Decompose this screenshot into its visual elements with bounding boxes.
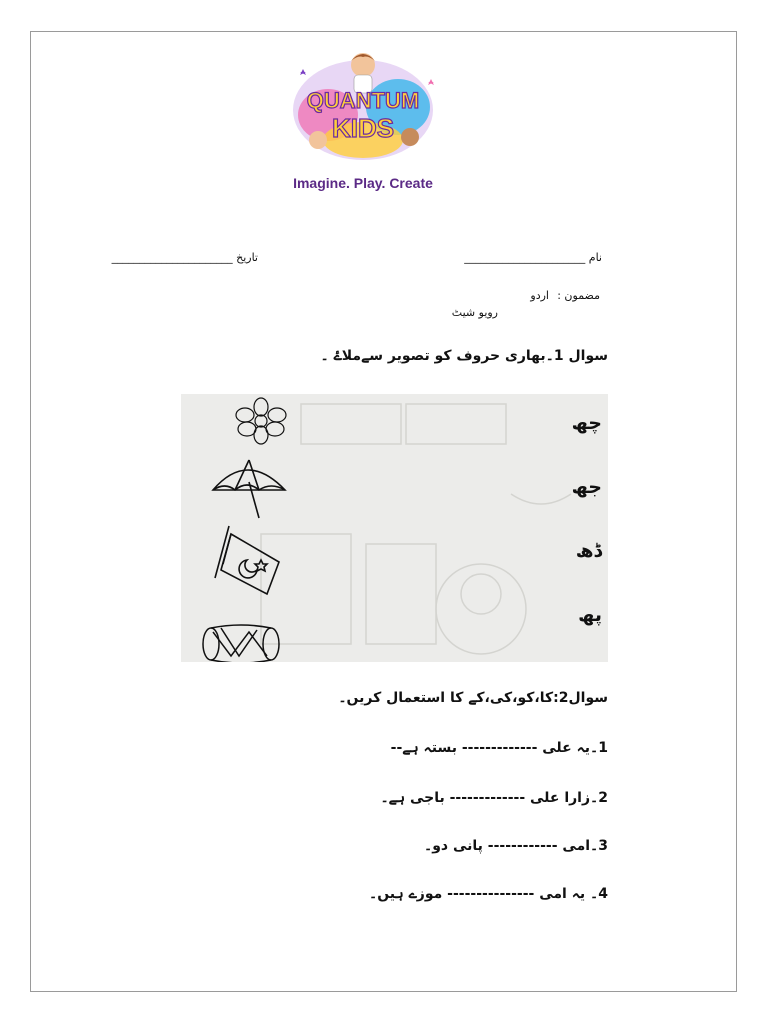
date-field: تاریخ ______________________ <box>111 251 258 264</box>
name-field: نام ______________________ <box>464 251 602 264</box>
umbrella-icon <box>209 452 289 522</box>
letter-3: ڈھ <box>575 540 602 562</box>
logo-brand-line2: KIDS <box>331 113 395 143</box>
drum-icon <box>201 622 281 662</box>
flower-icon <box>231 397 291 447</box>
logo-tagline: Imagine. Play. Create <box>293 175 433 191</box>
quantum-kids-logo <box>288 45 438 195</box>
question2-line-3: 3۔امی ------------ پانی دو۔ <box>424 838 608 854</box>
flag-icon <box>211 522 286 602</box>
question2-title: سوال2:کا،کو،کی،کے کا استعمال کریں۔ <box>338 690 608 706</box>
subject-value: اردو <box>530 289 549 302</box>
letter-4: پھ <box>578 604 602 626</box>
subject-label: مضمون : <box>557 289 600 302</box>
question2-line-2: 2۔زارا علی ------------- باجی ہے۔ <box>380 790 608 806</box>
logo-graphic <box>288 45 438 175</box>
question2-line-4: 4۔ یہ امی --------------- موزے ہیں۔ <box>369 886 608 902</box>
sheet-title: رویو شیٹ <box>451 306 498 319</box>
logo-brand-line1: QUANTUM <box>306 88 420 113</box>
question1-title: سوال 1۔بھاری حروف کو تصویر سےملاۓ ۔ <box>320 348 608 364</box>
matching-photo <box>181 394 608 662</box>
question2-line-1: 1۔یہ علی ------------- بستہ ہے-- <box>390 740 608 756</box>
letter-2: جھ <box>571 476 602 498</box>
letter-1: چھ <box>571 412 602 434</box>
